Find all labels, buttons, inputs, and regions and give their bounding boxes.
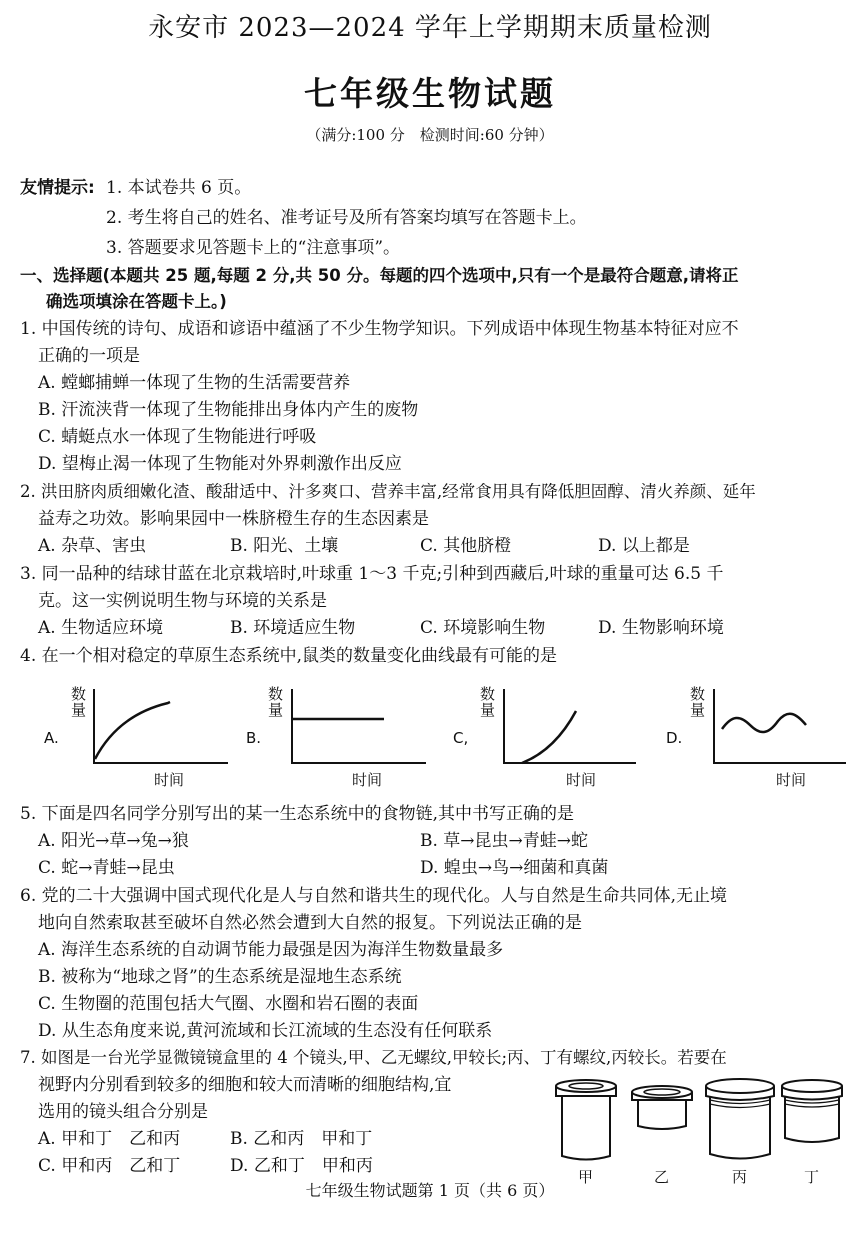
tips-label: 友情提示: [20, 178, 95, 198]
graph-b-axes [292, 689, 426, 763]
tip-1: 1. 本试卷共 6 页。 [106, 178, 252, 198]
q7-option-c: C. 甲和丙 乙和丁 [38, 1156, 181, 1176]
graph-a-ylabel-2: 量 [71, 701, 87, 719]
q6-option-c: C. 生物圈的范围包括大气圈、水圈和岩石圈的表面 [38, 994, 419, 1014]
q5-option-a: A. 阳光→草→兔→狼 [38, 831, 189, 851]
graph-c-letter: C, [453, 729, 469, 747]
graph-c-xlabel: 时间 [566, 771, 597, 789]
lens-figure-svg [540, 1070, 845, 1188]
q3-option-a: A. 生物适应环境 [38, 618, 164, 638]
lens-bing [706, 1079, 774, 1159]
graph-c-ylabel-2: 量 [480, 701, 496, 719]
question-3-line-1: 3. 同一品种的结球甘蓝在北京栽培时,叶球重 1～3 千克;引种到西藏后,叶球的重量可达 6.5 千 [20, 564, 724, 584]
question-7-line-2: 视野内分别看到较多的细胞和较大而清晰的细胞结构,宜 [38, 1075, 452, 1095]
lens-label-yi: 乙 [654, 1168, 670, 1186]
graph-a-ylabel-1: 数 [71, 685, 87, 703]
graph-a-letter: A. [44, 729, 59, 747]
graph-c [450, 675, 650, 790]
tip-2: 2. 考生将自己的姓名、准考证号及所有答案均填写在答题卡上。 [106, 208, 587, 228]
q2-option-a: A. 杂草、害虫 [38, 536, 147, 556]
question-4-line-1: 4. 在一个相对稳定的草原生态系统中,鼠类的数量变化曲线最有可能的是 [20, 646, 558, 666]
question-6-line-1: 6. 党的二十大强调中国式现代化是人与自然和谐共生的现代化。人与自然是生命共同体,无止境 [20, 886, 728, 906]
graph-c-svg [450, 675, 650, 790]
lens-label-jia: 甲 [578, 1168, 594, 1186]
lens-jia [556, 1080, 616, 1160]
graph-d-letter: D. [666, 729, 683, 747]
question-7-line-3: 选用的镜头组合分别是 [38, 1102, 208, 1122]
graph-b [242, 675, 442, 790]
graph-d-xlabel: 时间 [776, 771, 807, 789]
q2-option-d: D. 以上都是 [598, 536, 690, 556]
graph-b-letter: B. [246, 729, 262, 747]
q2-option-c: C. 其他脐橙 [420, 536, 512, 556]
page-footer: 七年级生物试题第 1 页（共 6 页） [305, 1181, 555, 1200]
graph-d [660, 675, 860, 790]
q5-option-c: C. 蛇→青蛙→昆虫 [38, 858, 175, 878]
graph-d-svg [660, 675, 860, 790]
tip-3: 3. 答题要求见答题卡上的“注意事项”。 [106, 238, 401, 258]
subject-title: 七年级生物试题 [304, 74, 556, 113]
section-heading-1: 一、选择题(本题共 25 题,每题 2 分,共 50 分。每题的四个选项中,只有一个是最符合题意,请将正 [20, 266, 739, 285]
q1-option-b: B. 汗流浃背一体现了生物能排出身体内产生的废物 [38, 400, 419, 420]
graph-b-xlabel: 时间 [352, 771, 383, 789]
graph-a [38, 675, 238, 790]
question-7-line-1: 7. 如图是一台光学显微镜镜盒里的 4 个镜头,甲、乙无螺纹,甲较长;丙、丁有螺纹,丙较长。若要在 [20, 1048, 727, 1067]
graph-c-curve [522, 711, 576, 763]
graph-d-axes [714, 689, 846, 763]
question-5-line-1: 5. 下面是四名同学分别写出的某一生态系统中的食物链,其中书写正确的是 [20, 804, 575, 824]
q5-option-d: D. 蝗虫→鸟→细菌和真菌 [420, 858, 609, 878]
graph-c-ylabel-1: 数 [480, 685, 496, 703]
question-2-line-2: 益寿之功效。影响果园中一株脐橙生存的生态因素是 [38, 509, 429, 529]
graph-c-axes [504, 689, 636, 763]
lens-label-ding: 丁 [804, 1168, 820, 1186]
q6-option-d: D. 从生态角度来说,黄河流域和长江流域的生态没有任何联系 [38, 1021, 493, 1041]
q3-option-d: D. 生物影响环境 [598, 618, 724, 638]
lens-ding [782, 1080, 842, 1142]
graph-a-xlabel: 时间 [154, 771, 185, 789]
lens-figure [540, 1070, 845, 1188]
q1-option-c: C. 蜻蜓点水一体现了生物能进行呼吸 [38, 427, 317, 447]
lens-label-bing: 丙 [732, 1168, 748, 1186]
question-6-line-2: 地向自然索取甚至破坏自然必然会遭到大自然的报复。下列说法正确的是 [38, 913, 582, 933]
question-1-line-2: 正确的一项是 [38, 346, 140, 366]
graph-b-ylabel-1: 数 [268, 685, 284, 703]
q6-option-b: B. 被称为“地球之肾”的生态系统是湿地生态系统 [38, 967, 402, 987]
graph-a-axes [94, 689, 228, 763]
question-2-line-1: 2. 洪田脐肉质细嫩化渣、酸甜适中、汁多爽口、营养丰富,经常食用具有降低胆固醇、清火养颜、延年 [20, 482, 756, 501]
question-1-line-1: 1. 中国传统的诗句、成语和谚语中蕴涵了不少生物学知识。下列成语中体现生物基本特征对应不 [20, 319, 739, 339]
q3-option-c: C. 环境影响生物 [420, 618, 546, 638]
graph-b-ylabel-2: 量 [268, 701, 284, 719]
q3-option-b: B. 环境适应生物 [230, 618, 356, 638]
q7-option-b: B. 乙和丙 甲和丁 [230, 1129, 373, 1149]
graph-d-ylabel-2: 量 [690, 701, 706, 719]
q6-option-a: A. 海洋生态系统的自动调节能力最强是因为海洋生物数量最多 [38, 940, 504, 960]
q1-option-a: A. 螳螂捕蝉一体现了生物的生活需要营养 [38, 373, 351, 393]
question-3-line-2: 克。这一实例说明生物与环境的关系是 [38, 591, 327, 611]
q1-option-d: D. 望梅止渴一体现了生物能对外界刺激作出反应 [38, 454, 402, 474]
graph-a-svg [38, 675, 238, 790]
lens-yi [632, 1086, 692, 1129]
section-heading-2: 确选项填涂在答题卡上。) [46, 292, 227, 311]
graph-a-curve [95, 702, 170, 759]
q7-option-a: A. 甲和丁 乙和丙 [38, 1129, 181, 1149]
q2-option-b: B. 阳光、土壤 [230, 536, 339, 556]
graph-d-curve [722, 714, 806, 732]
graph-b-svg [242, 675, 442, 790]
exam-info: （满分:100 分 检测时间:60 分钟） [306, 126, 554, 144]
q7-option-d: D. 乙和丁 甲和丙 [230, 1156, 373, 1176]
exam-title: 永安市 2023—2024 学年上学期期末质量检测 [148, 13, 712, 43]
q5-option-b: B. 草→昆虫→青蛙→蛇 [420, 831, 589, 851]
graph-d-ylabel-1: 数 [690, 685, 706, 703]
